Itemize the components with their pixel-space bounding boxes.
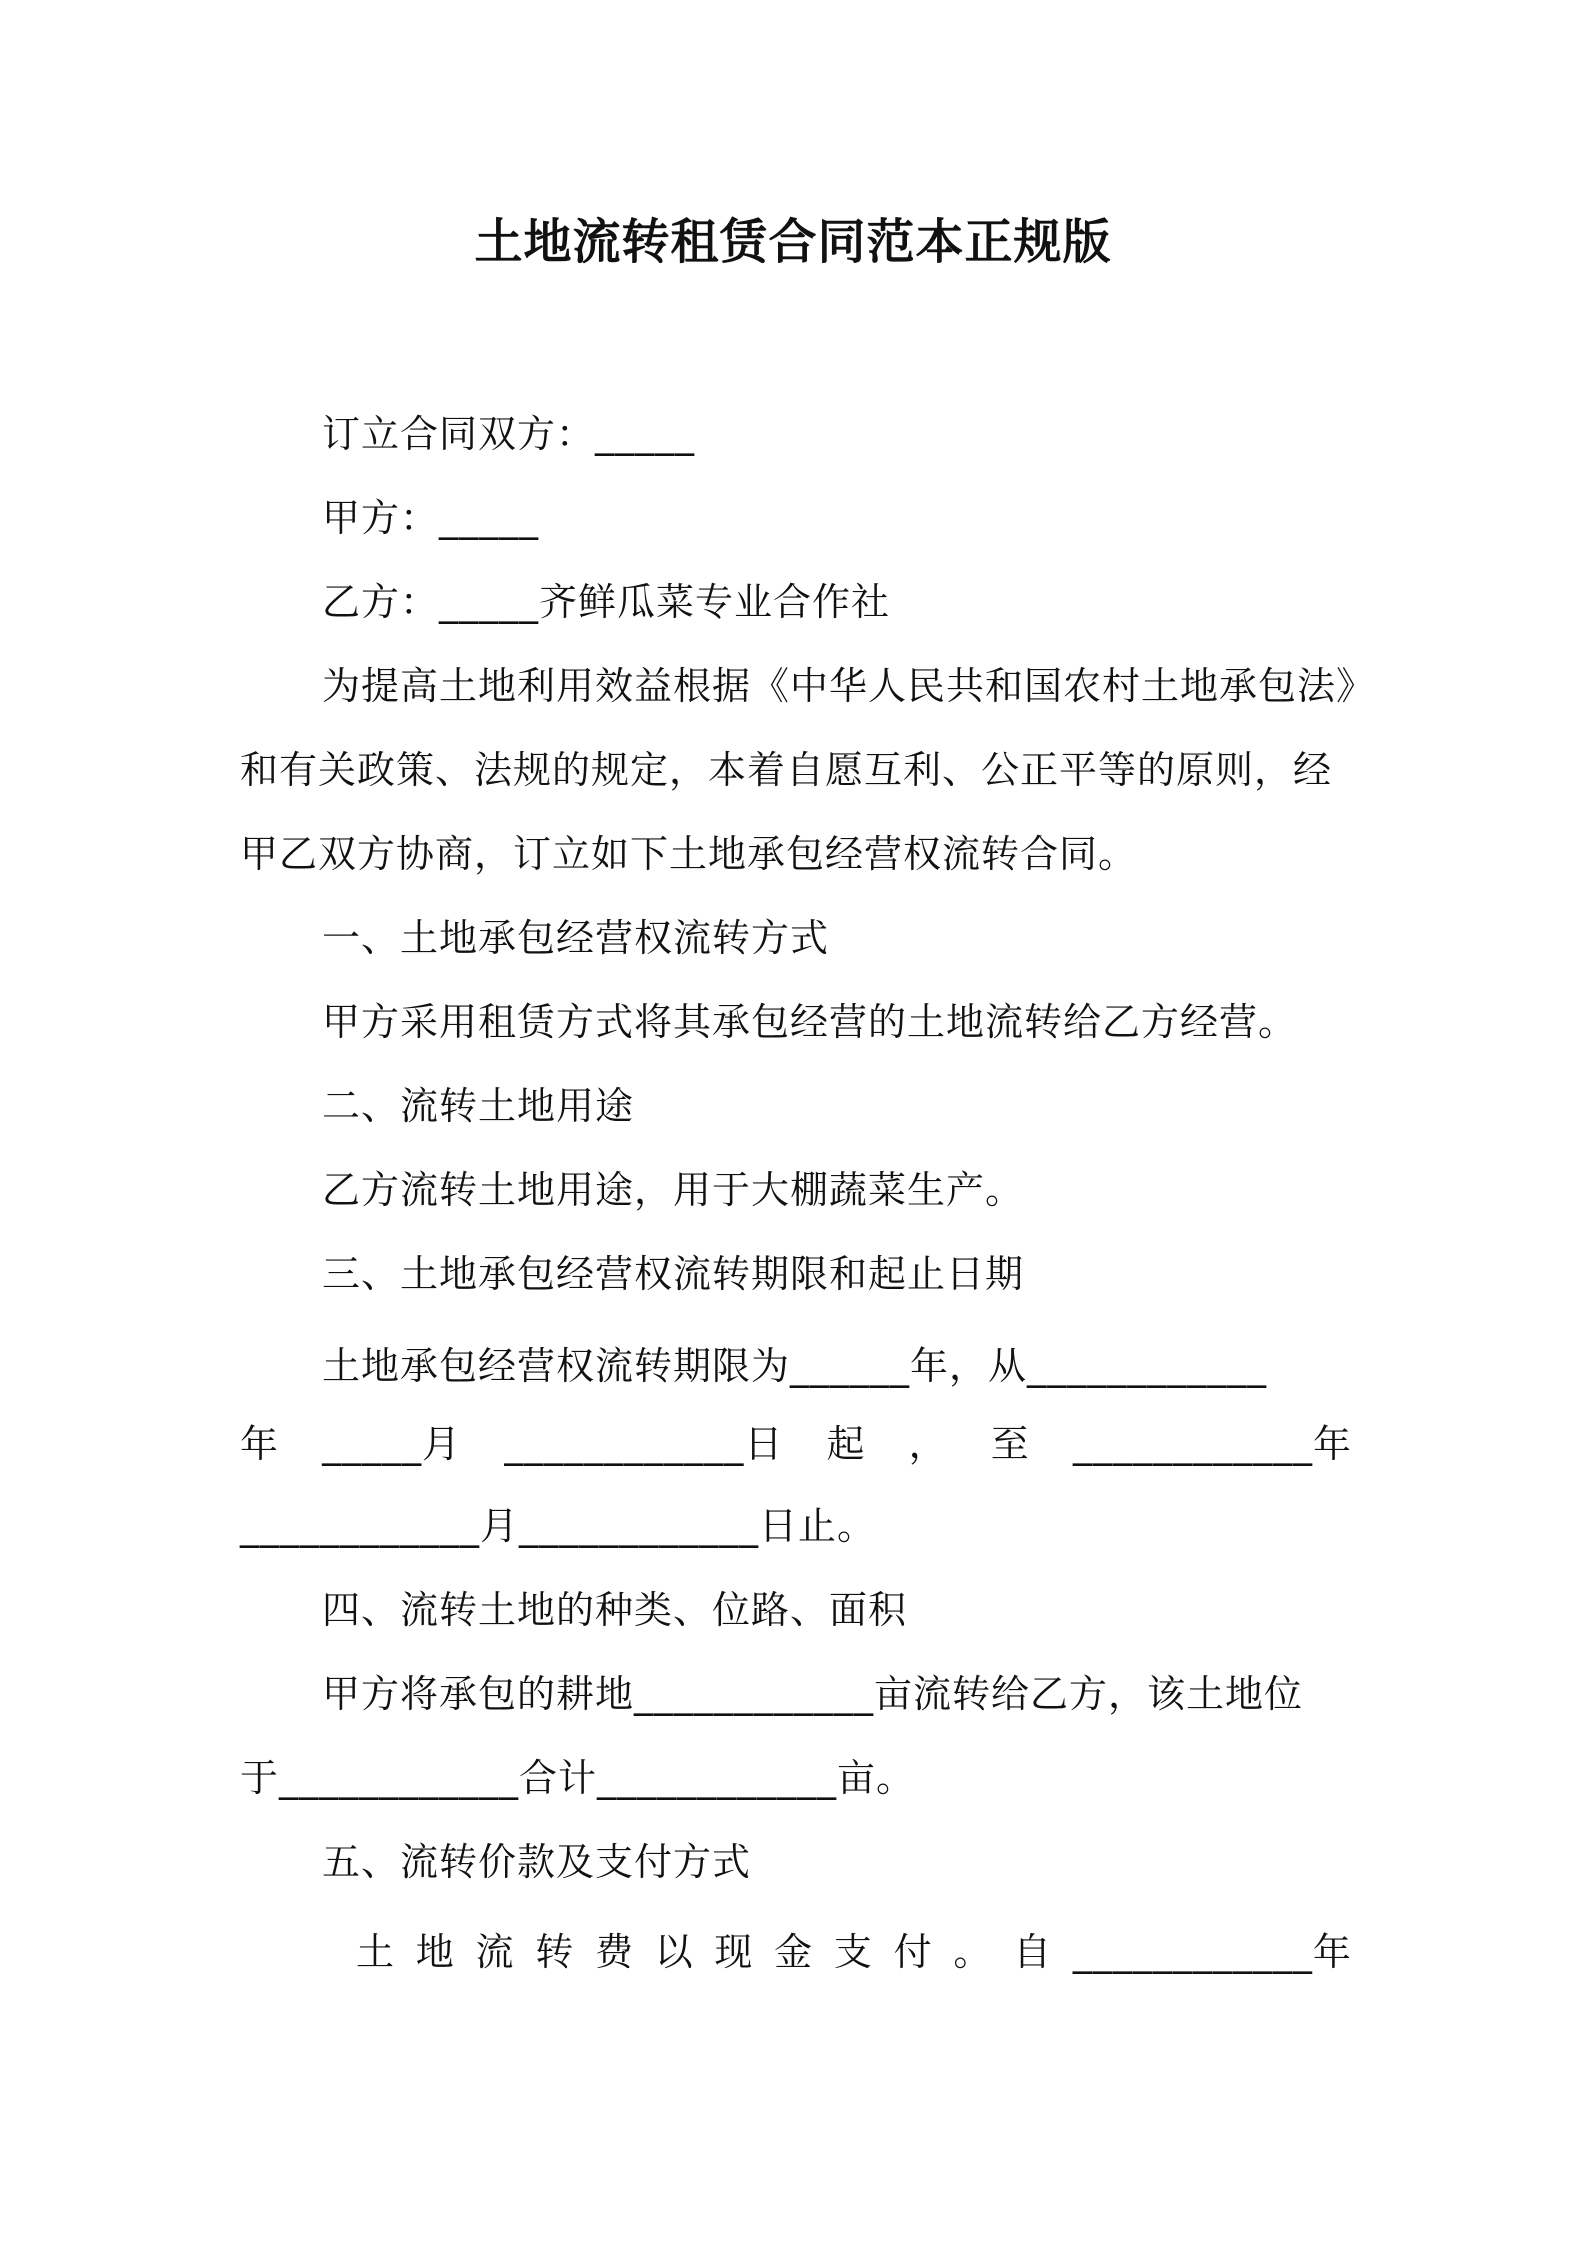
text-fragment: 自 <box>1013 1930 1053 1974</box>
section-5-heading: 五、流转价款及支付方式 <box>322 1840 752 1884</box>
section-2-heading: 二、流转土地用途 <box>322 1084 635 1128</box>
text-fragment: _____月 <box>322 1422 462 1466</box>
preamble-line-2: 和有关政策、法规的规定，本着自愿互利、公正平等的原则，经 <box>240 748 1333 792</box>
text-fragment: ____________日 <box>504 1422 784 1466</box>
text-fragment: 转 <box>535 1930 575 1974</box>
section-1-heading: 一、土地承包经营权流转方式 <box>322 916 830 960</box>
text-fragment: 费 <box>594 1930 634 1974</box>
text-fragment: 起 <box>826 1422 866 1466</box>
section-3-heading: 三、土地承包经营权流转期限和起止日期 <box>322 1252 1025 1296</box>
party-b-line: 乙方：_____齐鲜瓜菜专业合作社 <box>322 580 891 624</box>
section-2-body: 乙方流转土地用途，用于大棚蔬菜生产。 <box>322 1168 1025 1212</box>
text-fragment: 年 <box>240 1422 280 1466</box>
text-fragment: 付 <box>893 1930 933 1974</box>
text-fragment: ， <box>908 1422 948 1466</box>
preamble-line-3: 甲乙双方协商，订立如下土地承包经营权流转合同。 <box>240 832 1138 876</box>
section-4-body-line-2: 于____________合计____________亩。 <box>240 1756 916 1800</box>
text-fragment: 金 <box>774 1930 814 1974</box>
preamble-line-1: 为提高土地利用效益根据《中华人民共和国农村土地承包法》 <box>322 664 1376 708</box>
section-4-body-line-1: 甲方将承包的耕地____________亩流转给乙方，该土地位 <box>322 1672 1304 1716</box>
text-fragment: 以 <box>654 1930 694 1974</box>
document-title: 土地流转租赁合同范本正规版 <box>474 214 1112 270</box>
section-5-body-line-1 <box>356 1926 1352 1978</box>
text-fragment: ____________年 <box>1072 1930 1352 1974</box>
text-fragment: 流 <box>475 1930 515 1974</box>
section-3-body-line-1: 土地承包经营权流转期限为______年，从____________ <box>322 1344 1268 1388</box>
text-fragment: 地 <box>415 1930 455 1974</box>
text-fragment: 土 <box>356 1930 396 1974</box>
section-4-heading: 四、流转土地的种类、位路、面积 <box>322 1588 908 1632</box>
party-a-line: 甲方：_____ <box>322 496 540 540</box>
section-1-body: 甲方采用租赁方式将其承包经营的土地流转给乙方经营。 <box>322 1000 1298 1044</box>
text-fragment: 现 <box>714 1930 754 1974</box>
text-fragment: 。 <box>953 1930 993 1974</box>
section-3-body-line-2 <box>240 1418 1352 1470</box>
text-fragment: 至 <box>990 1422 1030 1466</box>
text-fragment: 支 <box>833 1930 873 1974</box>
parties-line: 订立合同双方：_____ <box>322 412 696 456</box>
section-3-body-line-3: ____________月____________日止。 <box>240 1504 877 1548</box>
text-fragment: ____________年 <box>1072 1422 1352 1466</box>
